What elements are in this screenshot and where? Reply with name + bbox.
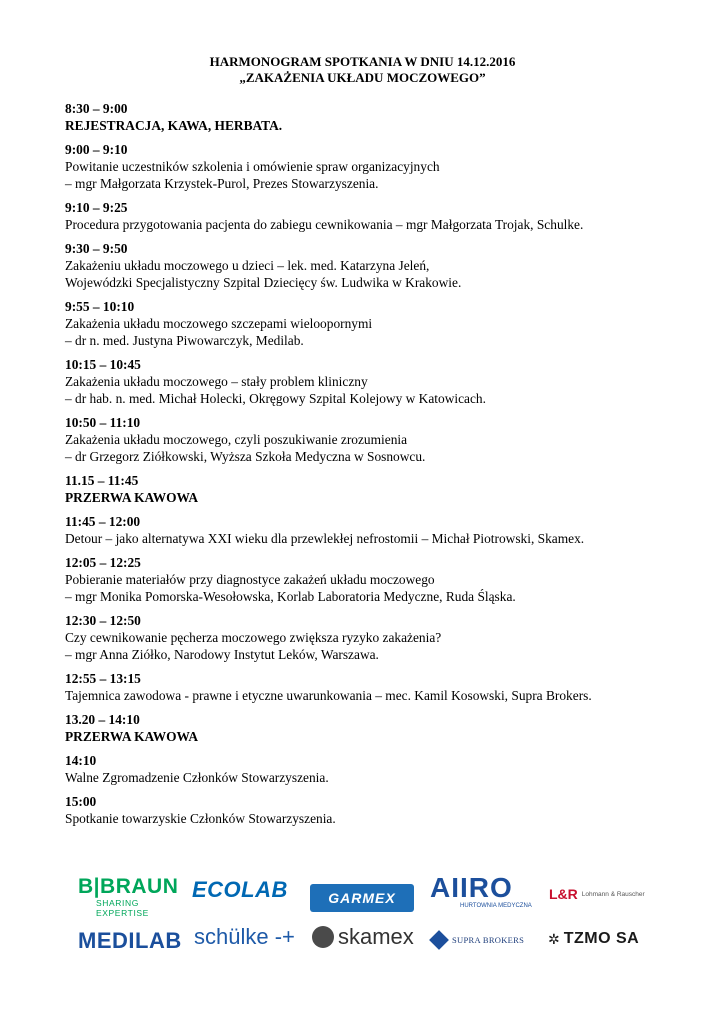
agenda-item <box>65 414 685 465</box>
title-line-2: „ZAKAŻENIA UKŁADU MOCZOWEGO” <box>239 70 486 85</box>
tzmo-logo <box>548 928 639 950</box>
agenda-description-line: Detour – jako alternatywa XXI wieku dla przewlekłej nefrostomii – Michał Piotrowski, Skamex. <box>65 531 585 546</box>
agenda-list <box>65 100 685 834</box>
agenda-description-line: – mgr Monika Pomorska-Wesołowska, Korlab Laboratoria Medyczne, Ruda Śląska. <box>65 589 516 604</box>
agenda-time: 13.20 – 14:10 <box>65 712 140 727</box>
skamex-logo <box>312 924 414 950</box>
agenda-time: 9:30 – 9:50 <box>65 241 128 256</box>
agenda-item <box>65 711 685 745</box>
supra-diamond-icon <box>429 930 449 950</box>
agenda-description-line: Pobieranie materiałów przy diagnostyce zakażeń układu moczowego <box>65 572 435 587</box>
agenda-time: 8:30 – 9:00 <box>65 101 128 116</box>
agenda-time: 10:50 – 11:10 <box>65 415 141 430</box>
agenda-description-line: Procedura przygotowania pacjenta do zabiegu cewnikowania – mgr Małgorzata Trojak, Schulke. <box>65 217 584 232</box>
agenda-description-line: Czy cewnikowanie pęcherza moczowego zwiększa ryzyko zakażenia? <box>65 630 442 645</box>
agenda-item <box>65 472 685 506</box>
supra-brokers-logo <box>432 928 524 952</box>
agenda-description-line: Tajemnica zawodowa - prawne i etyczne uwarunkowania – mec. Kamil Kosowski, Supra Brokers. <box>65 688 592 703</box>
schulke-name: schülke -+ <box>194 924 295 949</box>
bbraun-logo <box>78 875 188 918</box>
agenda-description-line: Zakażeniu układu moczowego u dzieci – lek. med. Katarzyna Jeleń, <box>65 258 430 273</box>
agenda-time: 12:30 – 12:50 <box>65 613 141 628</box>
aiiro-logo <box>430 874 540 912</box>
agenda-time: 11.15 – 11:45 <box>65 473 139 488</box>
agenda-time: 14:10 <box>65 753 97 768</box>
schulke-logo <box>194 924 295 950</box>
sponsor-logos <box>0 870 725 970</box>
bbraun-name: B|BRAUN <box>78 875 179 898</box>
aiiro-name: AIIRO <box>430 872 513 903</box>
agenda-description-line: – mgr Małgorzata Krzystek-Purol, Prezes Stowarzyszenia. <box>65 176 379 191</box>
agenda-item <box>65 554 685 605</box>
agenda-description-line: – dr Grzegorz Ziółkowski, Wyższa Szkoła Medyczna w Sosnowcu. <box>65 449 426 464</box>
agenda-break-label: PRZERWA KAWOWA <box>65 490 199 505</box>
ecolab-name: ECOLAB <box>192 877 288 902</box>
agenda-description-line: Walne Zgromadzenie Członków Stowarzyszenia. <box>65 770 329 785</box>
agenda-break-label: PRZERWA KAWOWA <box>65 729 199 744</box>
garmex-name: GARMEX <box>328 890 396 906</box>
skamex-emblem-icon <box>312 926 334 948</box>
agenda-item <box>65 670 685 704</box>
lohmann-rauscher-logo <box>549 884 645 904</box>
agenda-item <box>65 298 685 349</box>
agenda-item <box>65 199 685 233</box>
agenda-time: 15:00 <box>65 794 97 809</box>
bbraun-tagline: SHARING EXPERTISE <box>96 898 149 918</box>
agenda-item <box>65 100 685 134</box>
agenda-time: 11:45 – 12:00 <box>65 514 141 529</box>
garmex-logo <box>310 884 414 912</box>
supra-name: SUPRA BROKERS <box>452 935 525 945</box>
agenda-description-line: – dr n. med. Justyna Piwowarczyk, Medilab. <box>65 333 304 348</box>
agenda-item <box>65 752 685 786</box>
agenda-description-line: – mgr Anna Ziółko, Narodowy Instytut Leków, Warszawa. <box>65 647 379 662</box>
lr-mark: L&R <box>549 886 578 902</box>
agenda-break-label: REJESTRACJA, KAWA, HERBATA. <box>65 118 283 133</box>
agenda-item <box>65 141 685 192</box>
medilab-logo <box>78 928 182 954</box>
tzmo-name: TZMO SA <box>563 930 640 947</box>
lr-name: Lohmann & Rauscher <box>581 890 645 898</box>
aiiro-tagline: HURTOWNIA MEDYCZNA <box>460 903 532 909</box>
agenda-description-line: Zakażenia układu moczowego szczepami wieloopornymi <box>65 316 373 331</box>
medilab-name: MEDILAB <box>78 928 182 953</box>
agenda-item <box>65 240 685 291</box>
agenda-description-line: Powitanie uczestników szkolenia i omówienie spraw organizacyjnych <box>65 159 440 174</box>
agenda-description-line: Zakażenia układu moczowego, czyli poszukiwanie zrozumienia <box>65 432 408 447</box>
agenda-description-line: – dr hab. n. med. Michał Holecki, Okręgowy Szpital Kolejowy w Katowicach. <box>65 391 486 406</box>
agenda-item <box>65 356 685 407</box>
agenda-description-line: Wojewódzki Specjalistyczny Szpital Dziecięcy św. Ludwika w Krakowie. <box>65 275 462 290</box>
agenda-description-line: Spotkanie towarzyskie Członków Stowarzyszenia. <box>65 811 336 826</box>
agenda-item <box>65 793 685 827</box>
agenda-time: 9:55 – 10:10 <box>65 299 135 314</box>
agenda-time: 12:05 – 12:25 <box>65 555 141 570</box>
agenda-time: 9:00 – 9:10 <box>65 142 128 157</box>
agenda-item <box>65 513 685 547</box>
agenda-description-line: Zakażenia układu moczowego – stały problem kliniczny <box>65 374 368 389</box>
tzmo-emblem-icon: ✲ <box>548 930 560 947</box>
document-title <box>0 54 725 86</box>
agenda-time: 9:10 – 9:25 <box>65 200 128 215</box>
title-line-1: HARMONOGRAM SPOTKANIA W DNIU 14.12.2016 <box>209 54 516 69</box>
ecolab-logo <box>192 878 288 902</box>
agenda-time: 12:55 – 13:15 <box>65 671 141 686</box>
agenda-time: 10:15 – 10:45 <box>65 357 141 372</box>
agenda-item <box>65 612 685 663</box>
skamex-name: skamex <box>338 924 414 949</box>
